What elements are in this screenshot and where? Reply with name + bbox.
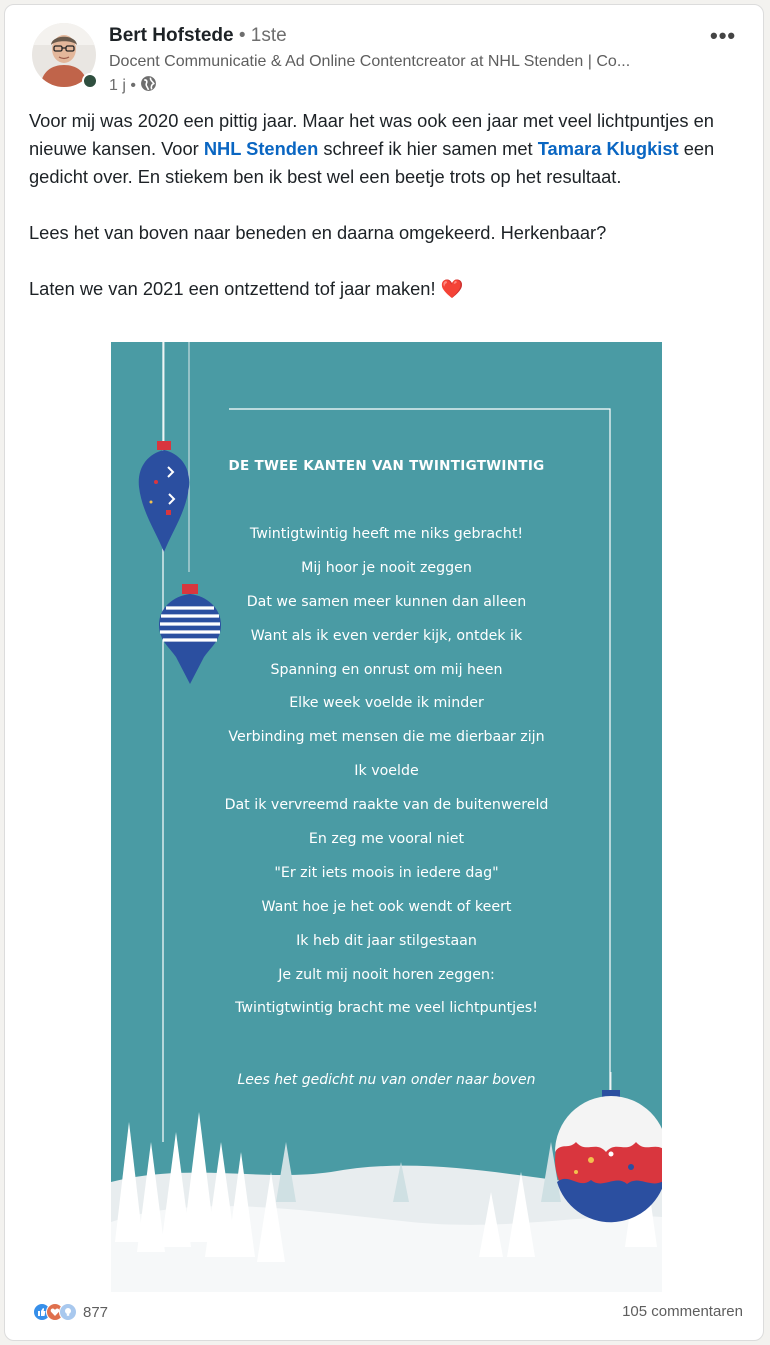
poem-note: Lees het gedicht nu van onder naar boven (237, 1072, 536, 1088)
globe-icon (140, 75, 157, 97)
poem-line: Spanning en onrust om mij heen (270, 661, 503, 678)
insightful-icon (59, 1303, 77, 1321)
poem-line: Ik voelde (354, 763, 419, 780)
online-status-indicator (82, 73, 98, 89)
poem-body (111, 518, 662, 1026)
poem-line: Elke week voelde ik minder (289, 695, 484, 712)
reactions-summary[interactable] (33, 1303, 108, 1321)
poem-line: Twintigtwintig heeft me niks gebracht! (249, 526, 524, 542)
author-name-line (109, 25, 287, 47)
poem-line: Want hoe je het ook wendt of keert (261, 898, 512, 915)
reaction-count: 877 (83, 1303, 109, 1321)
poem-line: Je zult mij nooit horen zeggen: (278, 966, 495, 983)
comments-count-link[interactable]: 105 commentaren (622, 1303, 743, 1320)
post-paragraph-1: Voor mij was 2020 een pittig jaar. Maar het was ook een jaar met veel lichtpuntjes en nieuwe kansen. Voor NHL Stenden schreef ik hier samen met Tamara Klugkist een gedicht over. En stiekem ben ik best wel een beetje trots op het resultaat. (29, 110, 715, 187)
post-paragraph-3: Laten we van 2021 een ontzettend tof jaar maken! ❤️ (29, 278, 464, 299)
poem-line: Want als ik even verder kijk, ontdek ik (250, 627, 523, 644)
poem-line: Verbinding met mensen die me dierbaar zijn (228, 729, 545, 746)
post-text (29, 107, 744, 303)
post-image-poem[interactable] (111, 342, 662, 1292)
connection-degree: • 1ste (233, 25, 287, 46)
post-meta (109, 75, 157, 97)
poem-line: Mij hoor je nooit zeggen (301, 559, 472, 576)
poem-line: Dat ik vervreemd raakte van de buitenwereld (224, 797, 549, 814)
feed-post-card (4, 4, 764, 1341)
post-paragraph-2: Lees het van boven naar beneden en daarna omgekeerd. Herkenbaar? (29, 222, 607, 243)
post-time: 1 j • (109, 77, 136, 94)
poem-title: DE TWEE KANTEN VAN TWINTIGTWINTIG (228, 458, 545, 474)
mention-nhl-stenden[interactable]: NHL Stenden (203, 138, 319, 159)
poem-line: Dat we samen meer kunnen dan alleen (246, 593, 527, 610)
mention-tamara-klugkist[interactable]: Tamara Klugkist (537, 138, 679, 159)
heart-emoji: ❤️ (440, 278, 464, 299)
poem-line: En zeg me vooral niet (308, 831, 465, 848)
author-headline[interactable]: Docent Communicatie & Ad Online Contentcreator at NHL Stenden | Co... (109, 53, 631, 70)
author-name[interactable]: Bert Hofstede (109, 25, 234, 46)
more-options-icon[interactable]: ••• (710, 23, 737, 48)
poem-line: Twintigtwintig bracht me veel lichtpuntjes! (235, 1000, 538, 1017)
poem-line: "Er zit iets moois in iedere dag" (274, 864, 499, 881)
poem-line: Ik heb dit jaar stilgestaan (296, 932, 477, 949)
